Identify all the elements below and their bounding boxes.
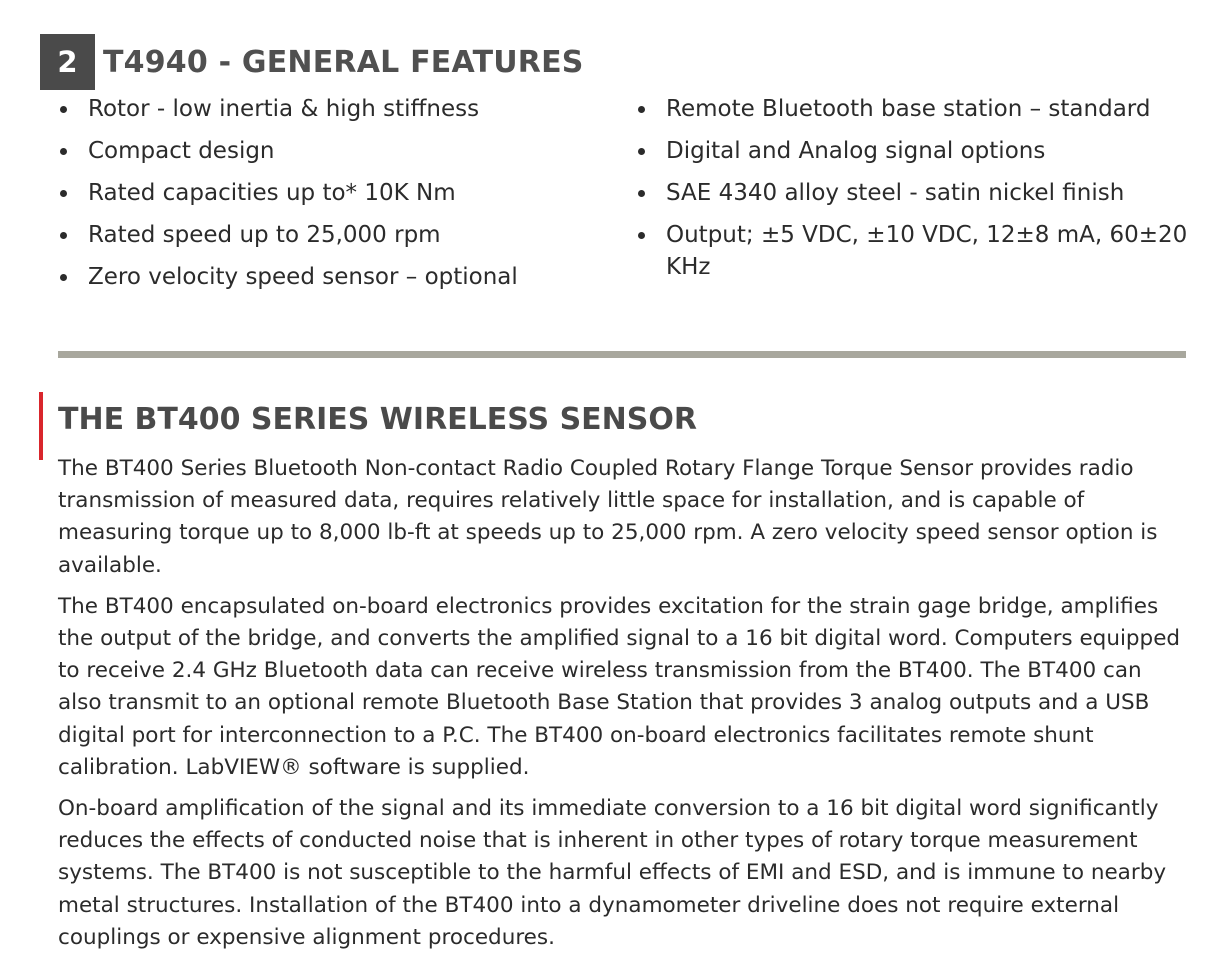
- section-title: T4940 - GENERAL FEATURES: [103, 44, 584, 80]
- article-body: [58, 453, 1188, 963]
- paragraph: The BT400 encapsulated on-board electronics provides excitation for the strain gage bridge, amplifies the output of the bridge, and converts the amplified signal to a 16 bit digital word. Computers equipped to receive 2.4 GHz Bluetooth data can receive wireless transmission from the BT400. The BT400 can also transmit to an optional remote Bluetooth Base Station that provides 3 analog outputs and a USB digital port for interconnection to a P.C. The BT400 on-board electronics facilitates remote shunt calibration. LabVIEW® software is supplied.: [58, 593, 1181, 780]
- feature-item: Rated speed up to 25,000 rpm: [58, 219, 598, 251]
- feature-item: Digital and Analog signal options: [636, 135, 1196, 167]
- feature-item: Rotor - low inertia & high stiffness: [58, 93, 598, 125]
- article-heading: THE BT400 SERIES WIRELESS SENSOR: [58, 402, 697, 437]
- feature-item: Compact design: [58, 135, 598, 167]
- paragraph: On-board amplification of the signal and its immediate conversion to a 16 bit digital word significantly reduces the effects of conducted noise that is inherent in other types of rotary torque measurement systems. The BT400 is not susceptible to the harmful effects of EMI and ESD, and is immune to nearby metal structures. Installation of the BT400 into a dynamometer driveline does not require external couplings or expensive alignment procedures.: [58, 796, 1167, 950]
- feature-item: SAE 4340 alloy steel - satin nickel finish: [636, 177, 1196, 209]
- section-number-badge: 2: [40, 34, 95, 90]
- feature-item: Rated capacities up to* 10K Nm: [58, 177, 598, 209]
- section-header: [40, 34, 584, 90]
- features-list-left: [58, 93, 598, 303]
- feature-item: Zero velocity speed sensor – optional: [58, 261, 598, 293]
- heading-accent-bar: [39, 392, 43, 460]
- feature-item: Output; ±5 VDC, ±10 VDC, 12±8 mA, 60±20 KHz: [636, 219, 1196, 283]
- paragraph: The BT400 Series Bluetooth Non-contact Radio Coupled Rotary Flange Torque Sensor provides radio transmission of measured data, requires relatively little space for installation, and is capable of measuring torque up to 8,000 lb-ft at speeds up to 25,000 rpm. A zero velocity speed sensor option is available.: [58, 456, 1158, 578]
- feature-item: Remote Bluetooth base station – standard: [636, 93, 1196, 125]
- features-list-right: [636, 93, 1196, 293]
- section-divider: [58, 351, 1186, 358]
